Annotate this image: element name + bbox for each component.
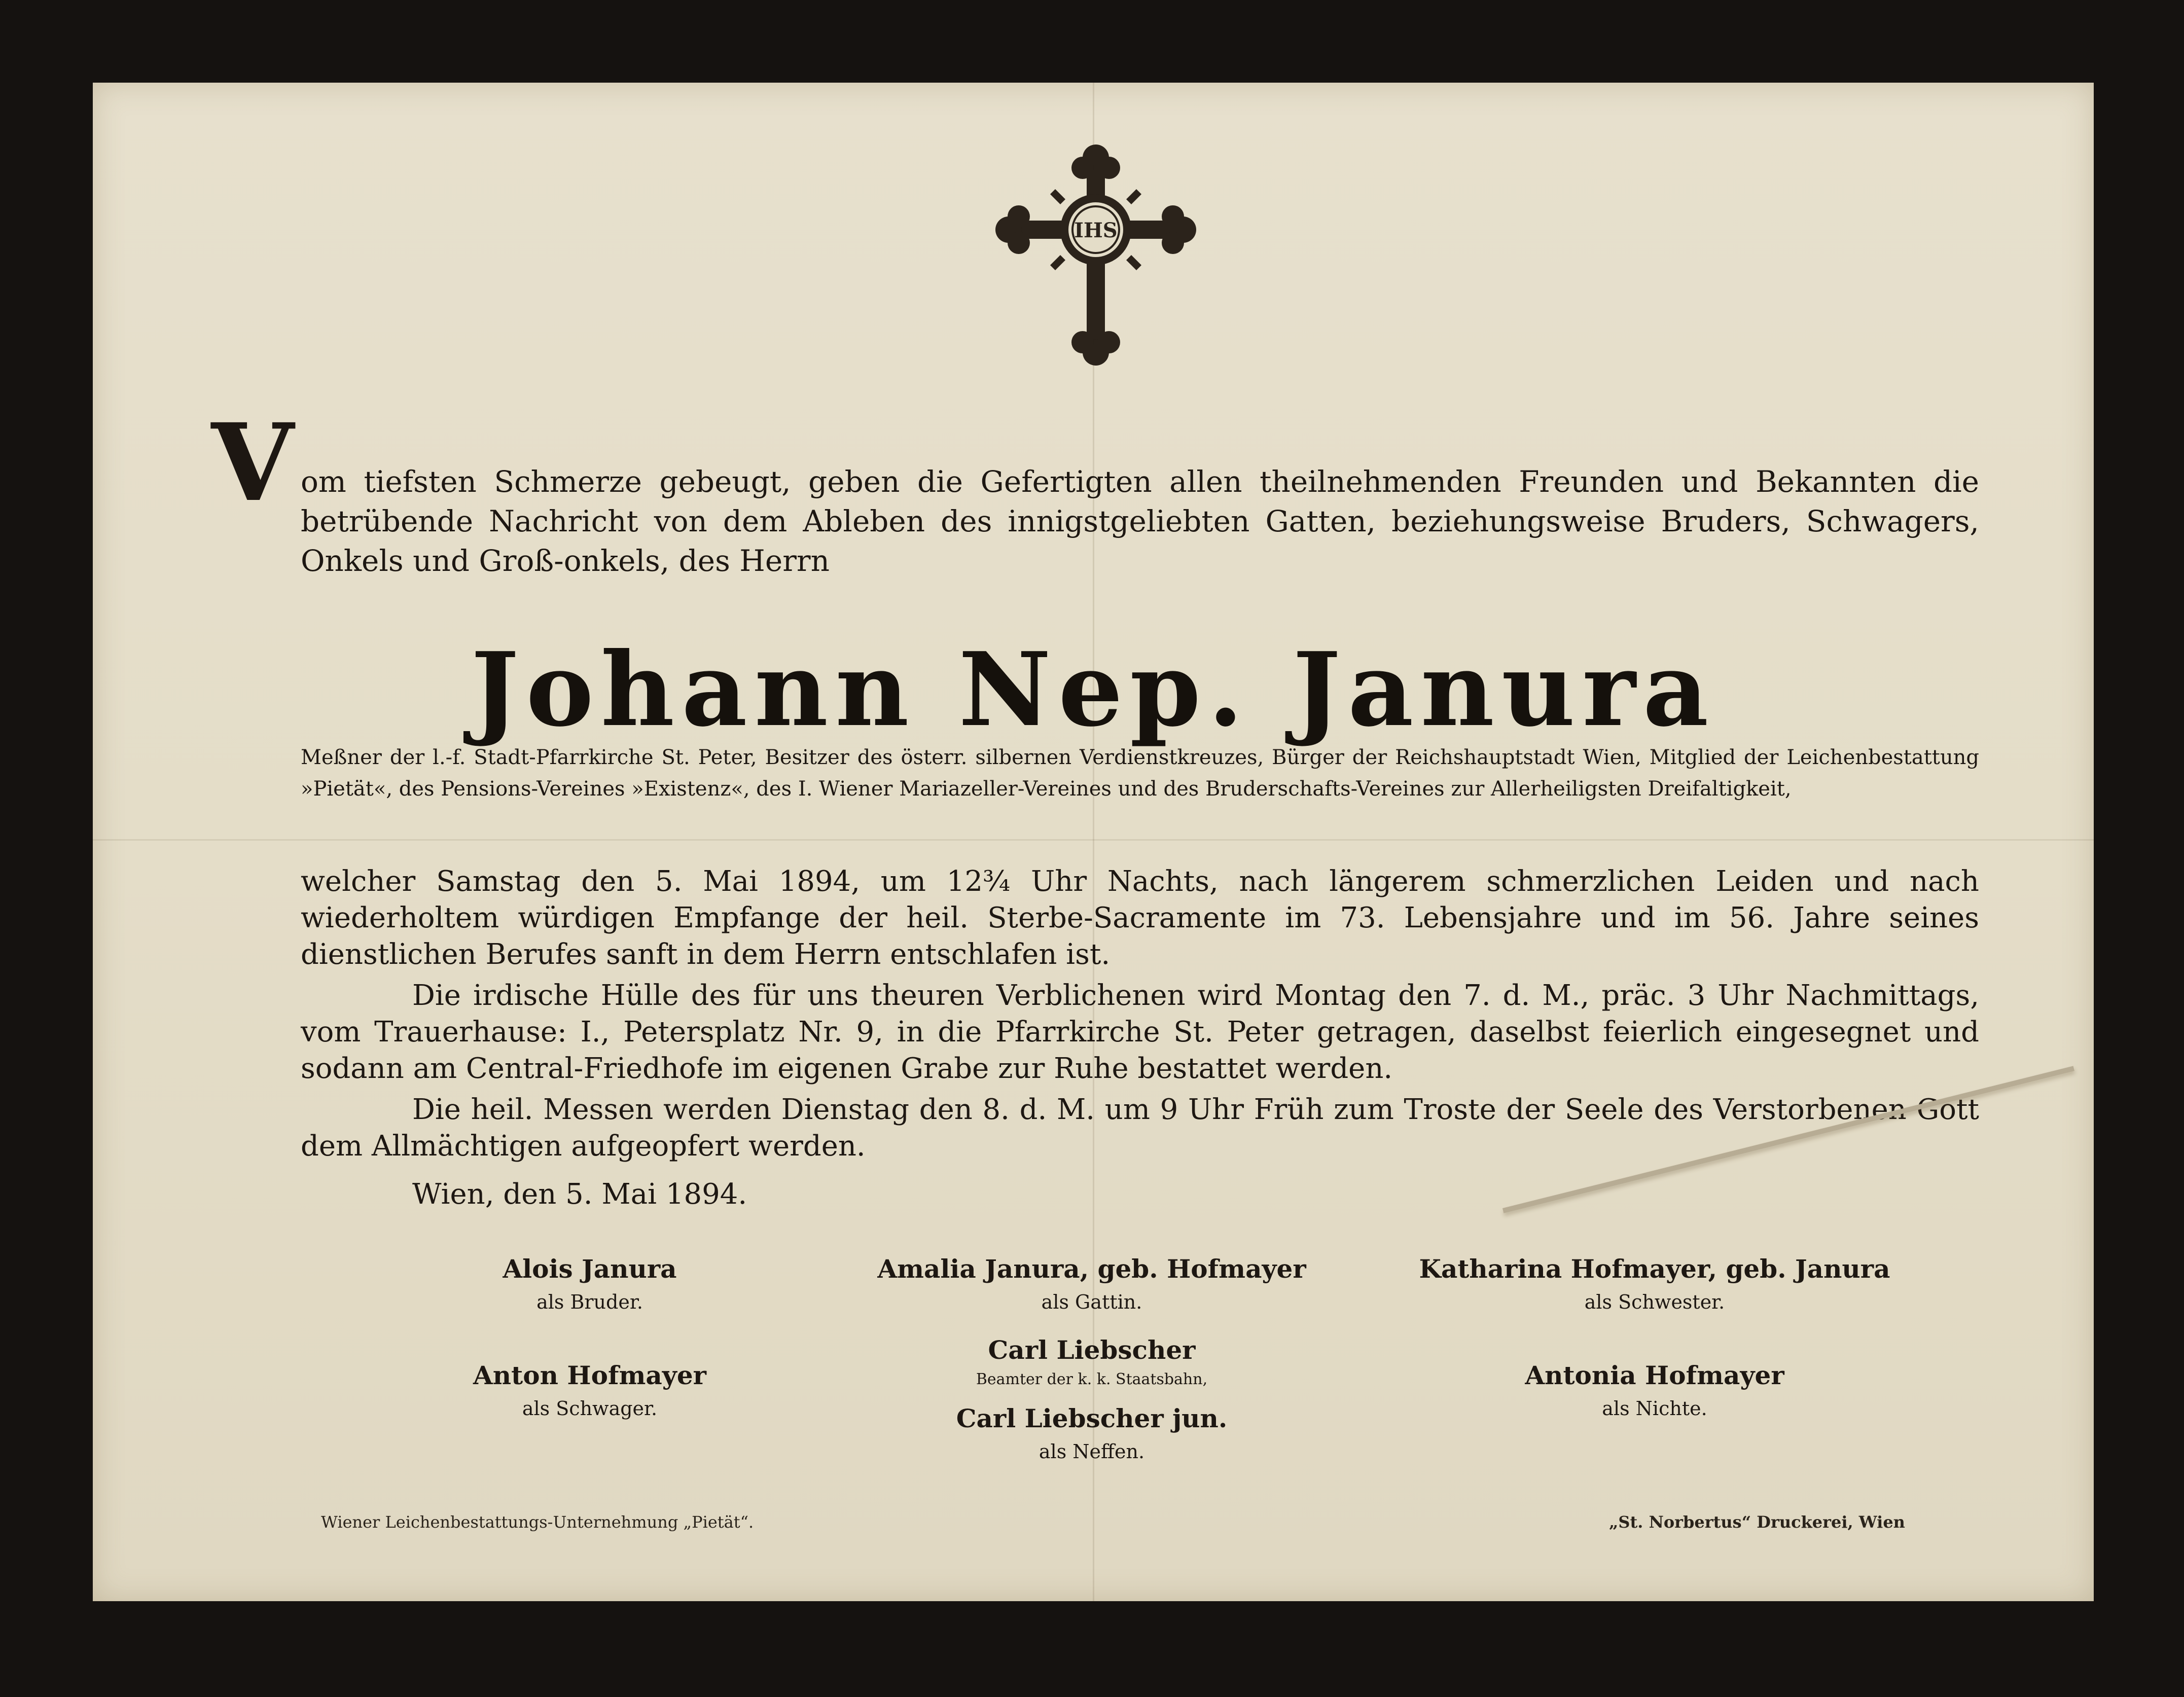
footer-printer: „St. Norbertus“ Druckerei, Wien (1609, 1512, 1905, 1532)
signatory-role: als Bruder. (536, 1291, 643, 1313)
signatory-role: Beamter der k. k. Staatsbahn, (976, 1370, 1208, 1388)
place-date: Wien, den 5. Mai 1894. (412, 1178, 747, 1211)
signatory-alois (412, 1251, 767, 1317)
signatory-role: als Schwester. (1584, 1291, 1725, 1313)
signatory-name: Amalia Janura, geb. Hofmayer (877, 1254, 1306, 1284)
signatory-katharina (1401, 1251, 1908, 1317)
signatory-role: als Nichte. (1602, 1397, 1707, 1420)
footer-undertaker: Wiener Leichenbestattungs-Unternehmung „Pietät“. (321, 1512, 754, 1532)
signatory-name: Carl Liebscher (988, 1335, 1196, 1365)
ihs-monogram: IHS (1074, 219, 1118, 242)
signatory-name: Carl Liebscher jun. (956, 1403, 1228, 1433)
signatory-role: als Gattin. (1041, 1291, 1142, 1313)
signatory-carl-jun (864, 1401, 1320, 1467)
signatory-name: Anton Hofmayer (473, 1360, 706, 1390)
death-paragraph: welcher Samstag den 5. Mai 1894, um 12¾ Uhr Nachts, nach längerem schmerzlichen Leiden und nach wiederholtem würdigen Empfange der heil. Sterbe-Sacramente im 73. Lebensjahre und im 56. Jahre seines dienstlichen Berufes sanft in dem Herrn entschlafen ist. (301, 865, 1979, 971)
cross-icon (989, 133, 1202, 372)
signatory-name: Antonia Hofmayer (1525, 1360, 1784, 1390)
intro-paragraph: om tiefsten Schmerze gebeugt, geben die Gefertigten allen theilnehmenden Freunden und Bekannten die betrübende Nachricht von dem Ableben des innigstgeliebten Gatten, beziehungsweise Bruders, Schwagers, Onkels und Groß-onkels, des Herrn (301, 464, 1979, 578)
signatory-name: Katharina Hofmayer, geb. Janura (1419, 1254, 1890, 1284)
horizontal-fold-line (93, 839, 2094, 841)
deceased-titles: Meßner der l.-f. Stadt-Pfarrkirche St. Peter, Besitzer des österr. silbernen Verdienstkreuzes, Bürger der Reichshauptstadt Wien, Mitglied der Leichenbestattung »Pietät«, des Pensions-Vereines »Existenz«, des I. Wiener Mariazeller-Vereines und des Bruderschafts-Vereines zur Allerheiligsten Dreifaltigkeit, (301, 746, 1979, 801)
death-notice-sheet (93, 83, 2094, 1601)
signatory-antonia (1401, 1358, 1908, 1424)
signatory-name: Alois Janura (503, 1254, 677, 1284)
signatory-role: als Neffen. (1039, 1440, 1145, 1463)
signatory-role: als Schwager. (522, 1397, 658, 1420)
burial-paragraph: Die irdische Hülle des für uns theuren Verblichenen wird Montag den 7. d. M., präc. 3 Uhr Nachmittags, vom Trauerhause: I., Petersplatz Nr. 9, in die Pfarrkirche St. Peter getragen, daselbst feierlich eingesegnet und sodann am Central-Friedhofe im eigenen Grabe zur Ruhe bestattet werden. (301, 979, 1979, 1085)
signatory-carl (864, 1332, 1320, 1391)
drop-cap: V (211, 400, 294, 525)
mass-paragraph: Die heil. Messen werden Dienstag den 8. d. M. um 9 Uhr Früh zum Troste der Seele des Verstorbenen Gott dem Allmächtigen aufgeopfert werden. (301, 1093, 1979, 1163)
signatory-amalia (864, 1251, 1320, 1317)
deceased-name: Johann Nep. Janura (471, 630, 1716, 749)
signatory-anton (412, 1358, 767, 1424)
